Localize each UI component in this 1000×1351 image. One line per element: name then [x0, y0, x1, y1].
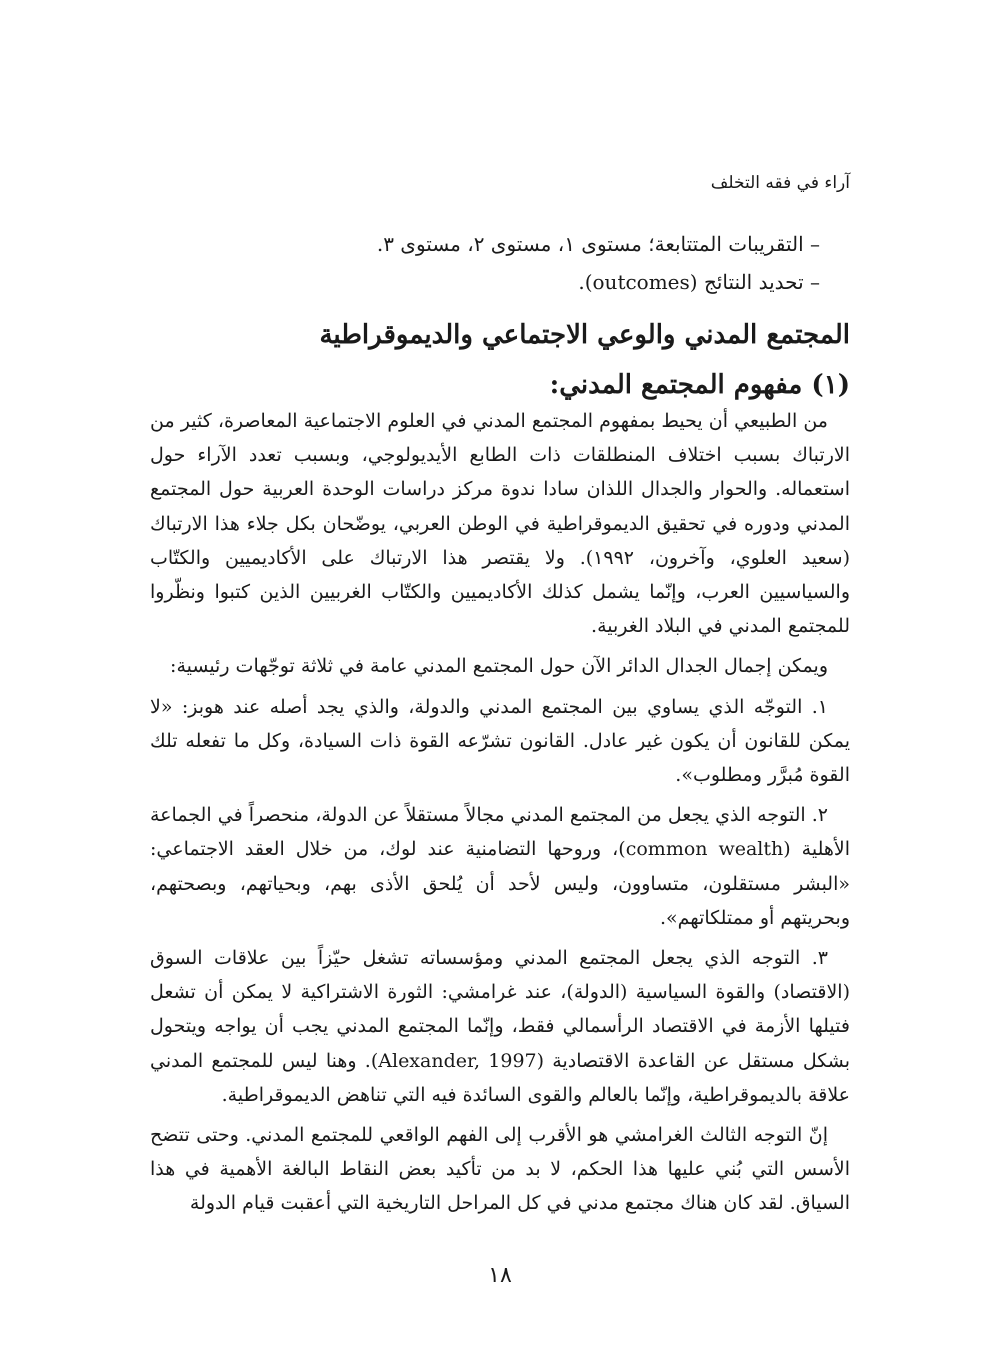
section-heading: المجتمع المدني والوعي الاجتماعي والديموقراطية — [319, 320, 850, 350]
paragraph: ٢. التوجه الذي يجعل من المجتمع المدني مجالاً مستقلاً عن الدولة، منحصراً في الجماعة الأهلية (common wealth)، وروحها التضامنية عند لوك، من خلال العقد الاجتماعي: «البشر مستقلون، متساوون، وليس لأحد أن يُلحق الأذى بهم، وبحياتهم، وبصحتهم، وبحريتهم أو ممتلكاتهم». — [150, 804, 850, 929]
bullet-item: – التقريبات المتتابعة؛ مستوى ١، مستوى ٢، مستوى ٣. — [376, 232, 820, 256]
page-number: ١٨ — [488, 1263, 512, 1288]
paragraph: ٣. التوجه الذي يجعل المجتمع المدني ومؤسساته تشغل حيّزاً بين علاقات السوق (الاقتصاد) والقوة السياسية (الدولة)، عند غرامشي: الثورة الاشتراكية لا يمكن أن تشعل فتيلها الأزمة في الاقتصاد الرأسمالي فقط، وإنّما المجتمع المدني يجب أن يواجه ويتحول بشكل مستقل عن القاعدة الاقتصادية (Alexander, 1997). وهنا ليس للمجتمع المدني علاقة بالديموقراطية، وإنّما بالعالم والقوى السائدة فيه التي تناهض الديموقراطية. — [150, 947, 850, 1106]
body-text — [150, 404, 850, 1227]
bullet-item: – تحديد النتائج (outcomes). — [578, 270, 820, 294]
paragraph: من الطبيعي أن يحيط بمفهوم المجتمع المدني في العلوم الاجتماعية المعاصرة، كثير من الارتباك بسبب اختلاف المنطلقات ذات الطابع الأيديولوجي، وبسبب تعدد الآراء حول استعماله. والحوار والجدال اللذان سادا ندوة مركز دراسات الوحدة العربية حول المجتمع المدني ودوره في تحقيق الديموقراطية في الوطن العربي، يوضّحان بكل جلاء هذا الارتباك (سعيد العلوي، وآخرون، ١٩٩٢). ولا يقتصر هذا الارتباك على الأكاديميين والكتّاب والسياسيين العرب، وإنّما يشمل كذلك الأكاديميين والكتّاب الغربيين الذين كتبوا ونظّروا للمجتمع المدني في البلاد الغربية. — [150, 410, 850, 638]
sub-heading: (١) مفهوم المجتمع المدني: — [549, 370, 850, 400]
paragraph: إنّ التوجه الثالث الغرامشي هو الأقرب إلى الفهم الواقعي للمجتمع المدني. وحتى تتضح الأسس التي بُني عليها هذا الحكم، لا بد من تأكيد بعض النقاط البالغة الأهمية في هذا السياق. لقد كان هناك مجتمع مدني في كل المراحل التاريخية التي أعقبت قيام الدولة — [150, 1124, 850, 1215]
bullet-list — [160, 225, 820, 301]
running-header: آراء في فقه التخلف — [710, 173, 850, 193]
paragraph: ١. التوجّه الذي يساوي بين المجتمع المدني والدولة، والذي يجد أصله عند هوبز: «لا يمكن للقانون أن يكون غير عادل. القانون تشرّعه القوة ذات السيادة، وكل ما تفعله تلك القوة مُبرَّر ومطلوب». — [150, 695, 850, 787]
paragraph: ويمكن إجمال الجدال الدائر الآن حول المجتمع المدني عامة في ثلاثة توجّهات رئيسية: — [170, 655, 828, 678]
